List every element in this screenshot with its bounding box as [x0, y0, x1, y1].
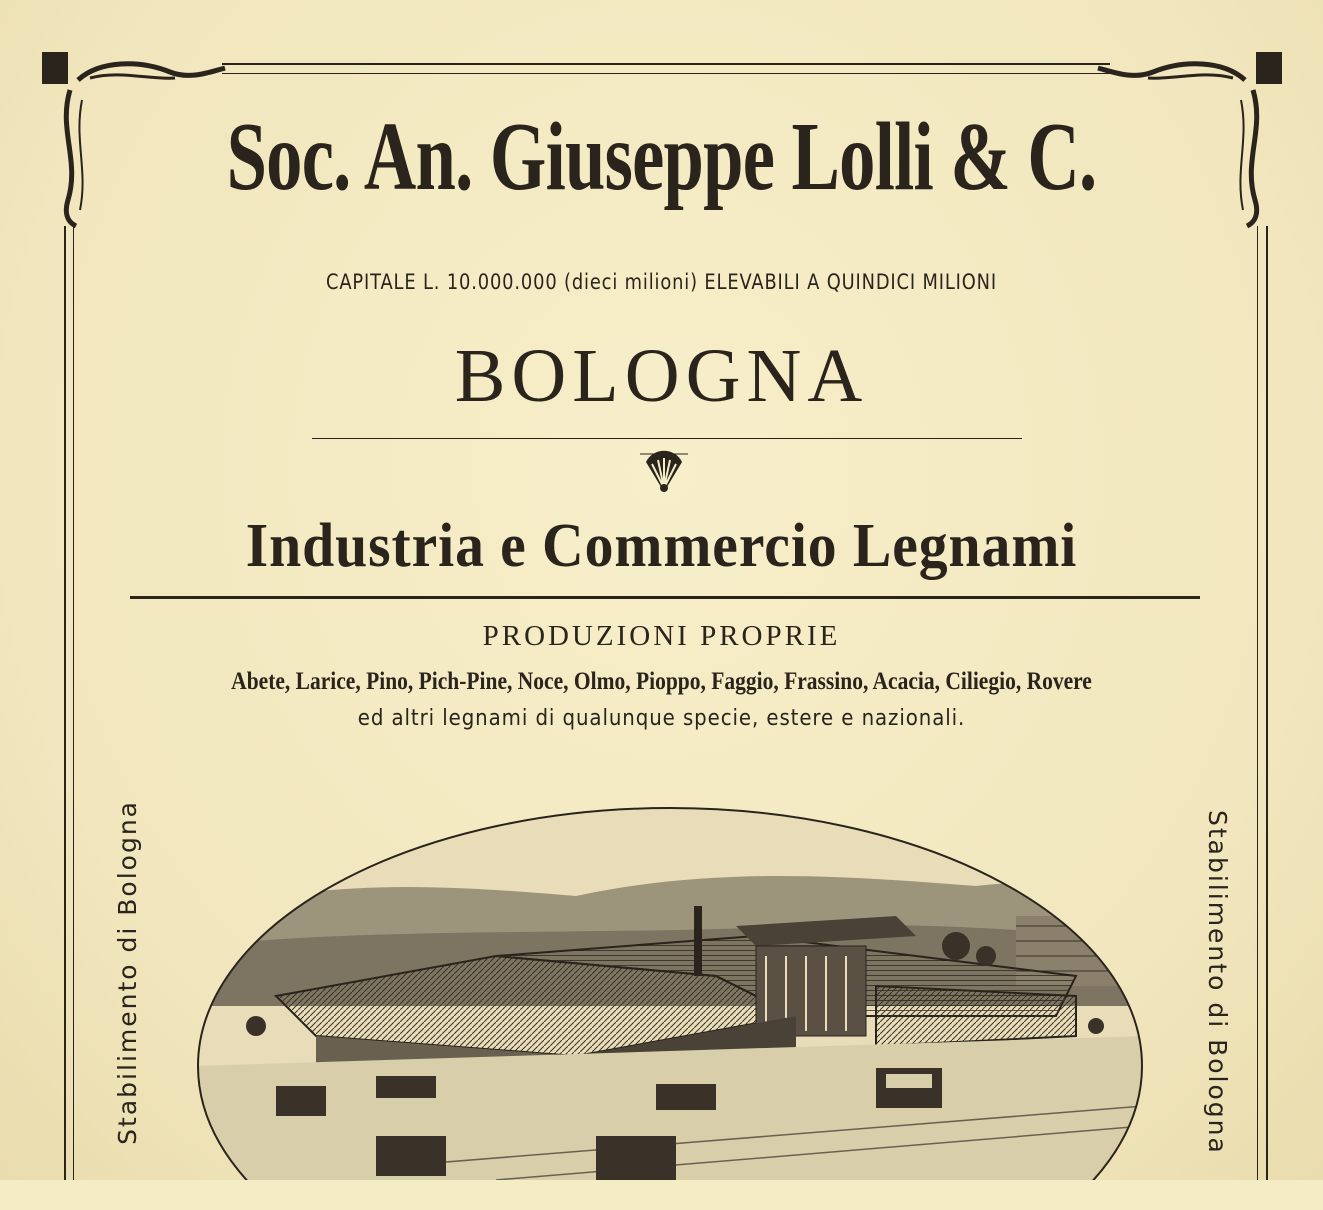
company-name: Soc. An. Giuseppe Lolli & C. — [226, 103, 1097, 211]
divider-thick — [130, 596, 1200, 599]
fan-ornament-icon — [638, 448, 690, 494]
side-caption-left: Stabilimento di Bologna — [113, 800, 142, 1145]
wood-types-list: Abete, Larice, Pino, Pich-Pine, Noce, Olmo, Pioppo, Faggio, Frassino, Acacia, Ciliegio, Rovere — [231, 668, 1092, 695]
divider-thin — [312, 438, 1022, 439]
capital-line: CAPITALE L. 10.000.000 (dieci milioni) ELEVABILI A QUINDICI MILIONI — [326, 270, 997, 294]
other-woods-line: ed altri legnami di qualunque specie, estere e nazionali. — [357, 706, 966, 731]
produzioni-heading: PRODUZIONI PROPRIE — [482, 620, 841, 652]
city-name: BOLOGNA — [454, 334, 869, 418]
side-caption-right: Stabilimento di Bologna — [1203, 810, 1232, 1155]
business-title: Industria e Commercio Legnami — [245, 512, 1078, 580]
factory-illustration — [196, 806, 1144, 1180]
